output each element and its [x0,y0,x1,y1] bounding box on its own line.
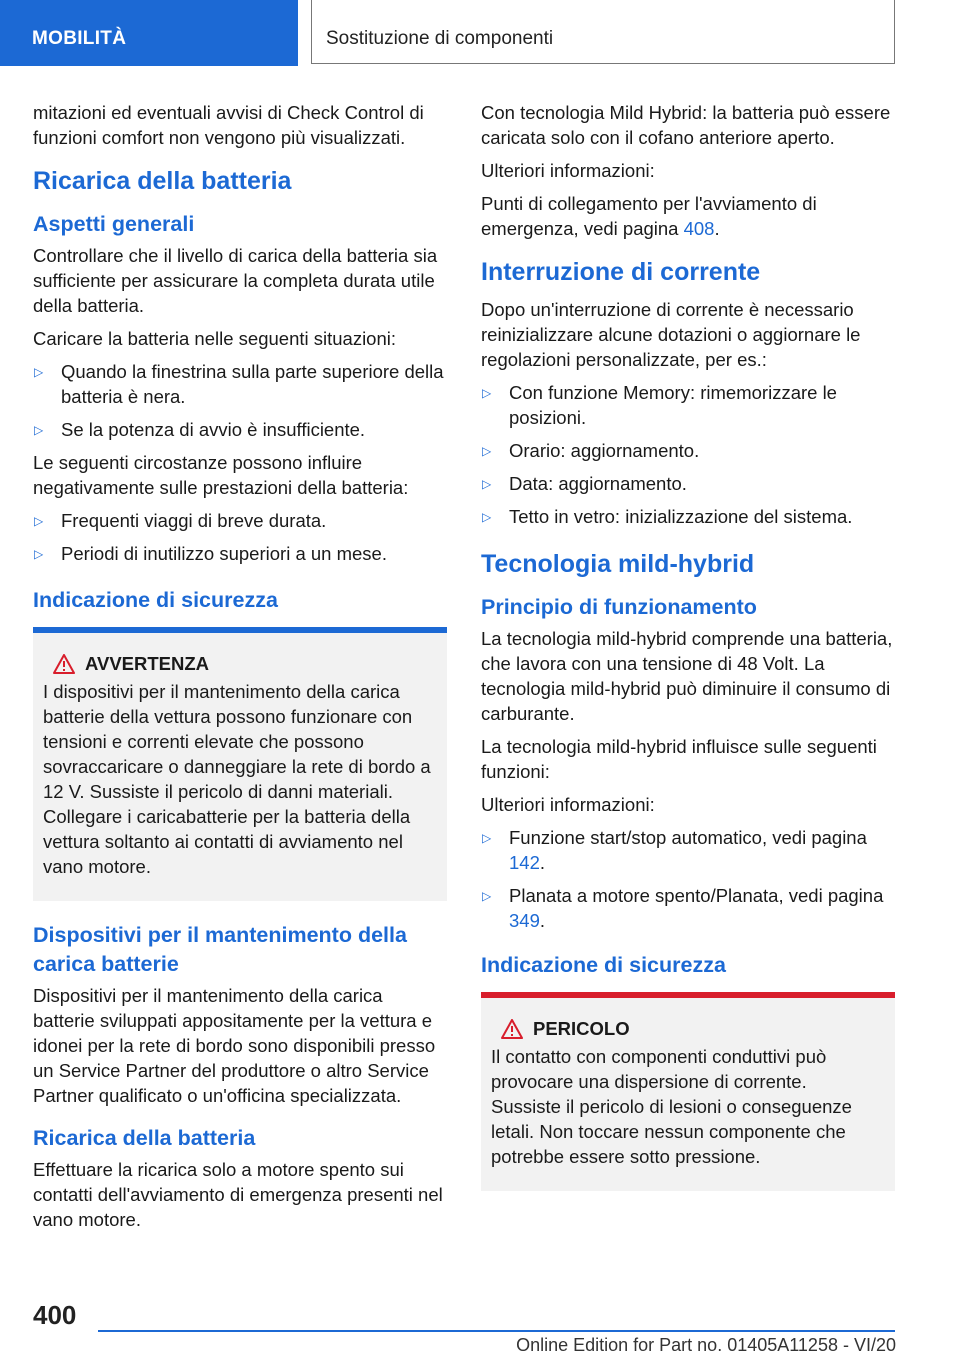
danger-text: Il contatto con componenti conduttivi può provocare una dispersione di corrente. Sussiste il pericolo di lesioni o conseguenze letali. Non toccare nessun componente che potrebbe essere sotto pressione. [491,1046,852,1167]
heading-dispositivi: Dispositivi per il mantenimento della carica batterie [33,923,407,976]
list-item: ▷ Con funzione Memory: rimemorizzare le posizioni. [482,382,837,428]
danger-title-row [491,1018,881,1040]
bullet-icon: ▷ [34,365,44,379]
list-item: ▷ Quando la finestrina sulla parte superiore della batteria è nera. [34,361,444,407]
warning-box [33,627,447,901]
chapter-title: Sostituzione di componenti [311,0,895,64]
section-tab: MOBILITÀ [0,0,298,66]
list-reinizializzare [481,380,895,529]
danger-title: PERICOLO [533,1018,630,1039]
danger-box [481,992,895,1191]
warning-title-row [43,653,433,675]
intro-paragraph: mitazioni ed eventuali avvisi di Check Control di funzioni comfort non vengono più visualizzati. [33,102,424,148]
footer-edition: Online Edition for Part no. 01405A11258 - VI/20 [516,1335,896,1355]
footer-divider [98,1330,895,1332]
paragraph-punti: Punti di collegamento per l'avviamento di emergenza, vedi pagina 408. [481,193,817,239]
paragraph-circostanze: Le seguenti circostanze possono influire negativamente sulle prestazioni della batteria: [33,452,409,498]
heading-principio: Principio di funzionamento [481,595,757,619]
page-link[interactable]: 408 [683,218,715,239]
page-link[interactable]: 349 [509,910,540,931]
list-item: ▷ Funzione start/stop automatico, vedi pagina 142. [482,827,867,873]
heading-aspetti-generali: Aspetti generali [33,212,195,236]
warning-title: AVVERTENZA [85,653,210,674]
page-link[interactable]: 142 [509,852,540,873]
paragraph-mild-hybrid: Con tecnologia Mild Hybrid: la batteria può essere caricata solo con il cofano anteriore aperto. [481,102,891,148]
paragraph-ulteriori: Ulteriori informazioni: [481,160,655,181]
heading-ricarica: Ricarica della batteria [33,167,292,195]
bullet-icon: ▷ [482,386,492,400]
list-item: ▷ Se la potenza di avvio è insufficiente. [33,417,447,442]
paragraph-dopo: Dopo un'interruzione di corrente è necessario reinizializzare alcune dotazioni o aggiornare le regolazioni personalizzate, per es.: [481,299,861,370]
paragraph-ulteriori-2: Ulteriori informazioni: [481,794,655,815]
heading-ricarica-batteria: Ricarica della batteria [33,1126,256,1150]
bullet-icon: ▷ [34,514,44,528]
warning-triangle-icon [491,1019,533,1039]
bullet-icon: ▷ [34,547,44,561]
list-item: ▷ Periodi di inutilizzo superiori a un mese. [33,541,447,566]
paragraph-principio-2: La tecnologia mild-hybrid influisce sulle seguenti funzioni: [481,736,877,782]
list-situazioni [33,359,447,442]
list-funzioni [481,825,895,933]
left-column [33,100,447,1240]
bullet-icon: ▷ [482,477,492,491]
bullet-icon: ▷ [482,889,492,903]
right-column [481,100,895,1211]
heading-interruzione: Interruzione di corrente [481,258,761,286]
list-item: ▷ Frequenti viaggi di breve durata. [33,508,447,533]
list-item: ▷ Orario: aggiornamento. [481,438,895,463]
page-number: 400 [33,1300,77,1330]
list-circostanze [33,508,447,566]
heading-tecnologia: Tecnologia mild-hybrid [481,550,755,578]
list-item: ▷ Tetto in vetro: inizializzazione del sistema. [481,504,895,529]
list-item: ▷ Data: aggiornamento. [481,471,895,496]
heading-indicazione-sicurezza-2: Indicazione di sicurezza [481,953,726,977]
paragraph-caricare: Caricare la batteria nelle seguenti situazioni: [33,328,397,349]
bullet-icon: ▷ [34,423,44,437]
paragraph-dispositivi: Dispositivi per il mantenimento della carica batterie sviluppati appositamente per la vettura e idonei per la rete di bordo sono disponibili presso un Service Partner del produttore o altro Service Partner qualificato o un'officina specializzata. [33,985,436,1106]
paragraph-principio-1: La tecnologia mild-hybrid comprende una batteria, che lavora con una tensione di 48 Volt. La tecnologia mild-hybrid può diminuire il consumo di carburante. [481,628,893,724]
paragraph-ricarica: Effettuare la ricarica solo a motore spento sui contatti dell'avviamento di emergenza presenti nel vano motore. [33,1159,443,1230]
warning-text: I dispositivi per il mantenimento della carica batterie della vettura possono funzionare con tensioni e correnti elevate che possono sovraccaricare o danneggiare la rete di bordo a 12 V. Sussiste il pericolo di danni materiali. Collegare i caricabatterie per la batteria della vettura soltanto ai contatti di avviamento nel vano motore. [43,681,431,877]
warning-triangle-icon [43,654,85,674]
list-item: ▷ Planata a motore spento/Planata, vedi pagina 349. [482,885,884,931]
page-header [0,0,960,66]
bullet-icon: ▷ [482,831,492,845]
heading-indicazione-sicurezza: Indicazione di sicurezza [33,588,278,612]
paragraph-controllare: Controllare che il livello di carica della batteria sia sufficiente per assicurare la completa durata utile della batteria. [33,245,438,316]
bullet-icon: ▷ [482,510,492,524]
bullet-icon: ▷ [482,444,492,458]
